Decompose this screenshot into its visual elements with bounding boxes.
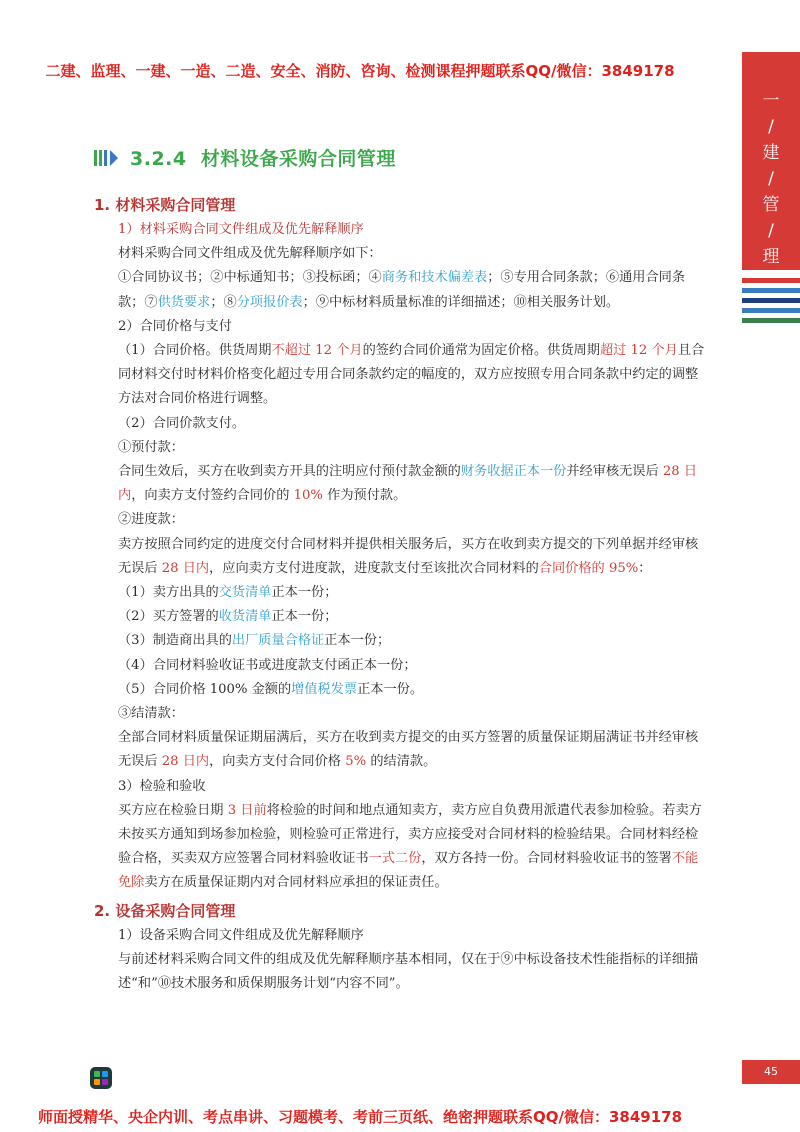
paragraph [94,412,706,436]
paragraph [94,605,706,629]
highlight-red: 超过 12 个月 [599,343,678,359]
heading [94,192,706,218]
paragraph [94,924,706,948]
text-run: （3）制造商出具的 [118,633,232,649]
text-run: （5）合同价格 100% 金额的 [118,681,292,697]
text-run: 卖方在质量保证期内对合同材料应承担的保证责任。 [144,875,448,891]
text-run: 材料采购合同文件组成及优先解释顺序如下： [118,246,382,262]
text-run: ①预付款： [118,439,184,455]
paragraph [94,799,706,896]
highlight-red: 10% [293,488,323,504]
highlight-red: 28 日内 [118,464,698,504]
paragraph [94,629,706,653]
paragraph [94,508,706,532]
text-run: ： [638,560,652,576]
text-run: 合同生效后，买方在收到卖方开具的注明应付预付款金额的 [118,464,461,480]
text-run: 正本一份； [271,609,338,625]
text-run: 1）材料采购合同文件组成及优先解释顺序 [118,222,364,237]
paragraph [94,948,706,996]
paragraph [94,726,706,774]
highlight-blue: 增值税发票 [291,681,358,697]
text-run: 的签约合同价通常为固定价格。供货周期 [362,343,600,359]
text-run: ，向卖方支付签约合同价的 [131,488,294,504]
side-tab-char: / [768,117,774,137]
paragraph [94,460,706,508]
paragraph [94,702,706,726]
text-run: 作为预付款。 [322,488,407,504]
text-run: ，双方各持一份。合同材料验收证书的签署 [421,851,672,867]
chapter-side-tab [742,52,800,270]
side-tab-char: 管 [762,195,780,215]
text-run: ；⑧ [210,294,237,310]
paragraph [94,654,706,678]
paragraph [94,266,706,314]
highlight-red: 不超过 12 个月 [271,343,363,359]
side-tab-char: / [768,169,774,189]
page-number: 45 [742,1060,800,1084]
section-number: 3.2.4 [130,148,187,170]
text-run: 2）合同价格与支付 [118,318,232,334]
text-run: 正本一份； [271,585,338,601]
highlight-blue: 分项报价表 [236,294,303,310]
text-run: 并经审核无误后 [566,464,663,480]
text-run: 全部合同材料质量保证期届满后，买方在收到卖方提交的由买方签署的质量保证期届满证书并经审核无误后 [118,730,699,770]
app-icon [90,1067,112,1089]
text-run: ①合同协议书；②中标通知书；③投标函；④ [118,270,382,286]
paragraph [94,581,706,605]
text-run: 将检验的时间和地点通知卖方，卖方应自负费用派遣代表参加检验。若卖方未按买方通知到场参加检验，则检验可正常进行，卖方应接受对合同材料的检验结果。合同材料经检验合格，买卖双方应签署合同材料验收证书 [118,802,702,867]
text-run: （1）卖方出具的 [118,585,219,601]
side-tab-char: 建 [762,143,780,163]
highlight-blue: 供货要求 [157,294,211,310]
stripe-navy [742,298,800,303]
highlight-blue: 财务收据正本一份 [460,464,567,480]
page-content [94,192,706,996]
text-run: （4）合同材料验收证书或进度款支付函正本一份； [118,657,417,673]
text-run: 正本一份； [324,633,391,649]
text-run: ③结清款： [118,706,184,722]
stripe-red [742,278,800,283]
stripe-green [742,318,800,323]
text-run: 买方应在检验日期 [118,802,228,818]
section-title-text: 材料设备采购合同管理 [200,148,396,170]
text-run: ，应向卖方支付进度款，进度款支付至该批次合同材料的 [209,560,539,576]
highlight-red: 一式二份 [368,851,422,867]
paragraph [94,533,706,581]
text-run: 且合同材料交付时材料价格变化超过专用合同条款约定的幅度的，双方应按照专用合同条款中约定的调整方法对合同价格进行调整。 [118,343,705,407]
paragraph [94,315,706,339]
highlight-red: 28 日内 [161,560,210,576]
stripe-blue-2 [742,308,800,313]
side-tab-char: 理 [762,247,780,267]
text-run: 1）设备采购合同文件组成及优先解释顺序 [118,927,364,943]
text-run: 1. 材料采购合同管理 [94,196,236,214]
text-run: ②进度款： [118,512,184,528]
section-bars-icon [94,150,120,166]
subheading [94,218,706,242]
section-title [130,144,396,171]
heading [94,898,706,924]
highlight-red: 5% [345,754,367,770]
text-run: （1）合同价格。供货周期 [118,343,272,359]
text-run: 卖方按照合同约定的进度交付合同材料并提供相关服务后，买方在收到卖方提交的下列单据并经审核无误后 [118,536,699,576]
text-run: 的结清款。 [366,754,437,770]
highlight-red: 合同价格的 95% [538,560,639,576]
text-run: （2）买方签署的 [118,609,219,625]
promo-banner-top: 二建、监理、一建、一造、二造、安全、消防、咨询、检测课程押题联系QQ/微信：3849178 [45,62,675,80]
highlight-blue: 收货清单 [218,609,272,625]
paragraph [94,339,706,412]
text-run: ；⑤专用合同条款；⑥通用合同条款；⑦ [118,270,686,310]
paragraph [94,436,706,460]
highlight-blue: 商务和技术偏差表 [381,270,488,286]
text-run: 正本一份。 [357,681,424,697]
paragraph [94,775,706,799]
highlight-blue: 出厂质量合格证 [231,633,325,649]
promo-banner-bottom: 师面授精华、央企内训、考点串讲、习题模考、考前三页纸、绝密押题联系QQ/微信：3849178 [37,1108,683,1126]
side-tab-char: 一 [762,91,780,111]
highlight-red: 不能免除 [118,851,699,891]
text-run: ；⑨中标材料质量标准的详细描述；⑩相关服务计划。 [302,294,620,310]
highlight-red: 3 日前 [227,802,267,818]
text-run: 与前述材料采购合同文件的组成及优先解释顺序基本相同，仅在于⑨中标设备技术性能指标的详细描述“和”⑩技术服务和质保期服务计划“内容不同”。 [118,951,699,992]
paragraph [94,678,706,702]
paragraph [94,242,706,266]
text-run: 3）检验和验收 [118,778,206,794]
highlight-red: 28 日内 [161,754,210,770]
text-run: ，向卖方支付合同价格 [209,754,346,770]
side-tab-char: / [768,221,774,241]
stripe-blue [742,288,800,293]
text-run: 2. 设备采购合同管理 [94,901,236,920]
section-heading [94,144,396,171]
text-run: （2）合同价款支付。 [118,415,246,431]
highlight-blue: 交货清单 [218,585,272,601]
